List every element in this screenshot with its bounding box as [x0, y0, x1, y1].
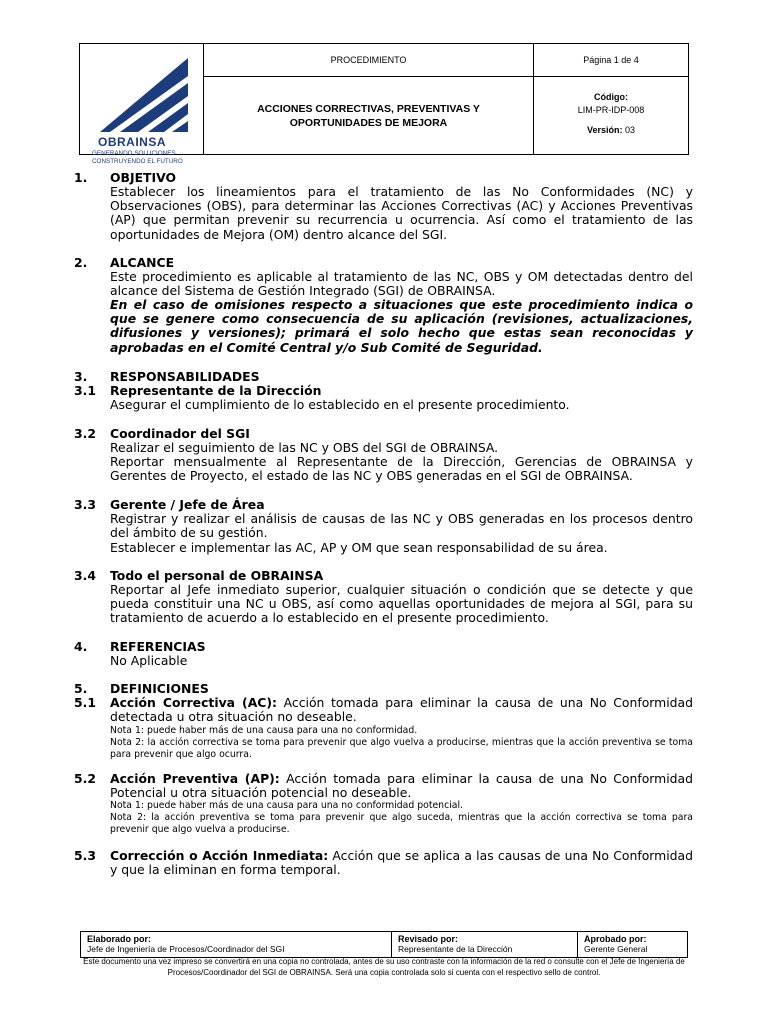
definition-note: Nota 2: la acción preventiva se toma para prevenir que algo suceda, mientras que la acción correctiva se toma para prevenir que algo vuelva a producirse. [110, 812, 693, 835]
aprobado-value: Gerente General [584, 944, 648, 954]
obrainsa-logo-mark-icon [90, 52, 194, 132]
document-title: ACCIONES CORRECTIVAS, PREVENTIVAS Y OPORTUNIDADES DE MEJORA [204, 77, 534, 154]
elaborado-value: Jefe de Ingeniería de Procesos/Coordinador del SGI [87, 944, 285, 954]
revisado-label: Revisado por: [398, 934, 459, 944]
definition-number: 5.1 [74, 695, 96, 710]
definition-ap [110, 772, 693, 800]
logo-tagline-1: GENERANDO SOLUCIONES [92, 150, 176, 157]
subsection-text: Establecer e implementar las AC, AP y OM que sean responsabilidad de su área. [110, 540, 608, 555]
subsection-title: Coordinador del SGI [110, 426, 250, 441]
section-number: 5. [74, 681, 88, 696]
definition-number: 5.3 [74, 848, 96, 863]
section-title-referencias: REFERENCIAS [110, 639, 206, 654]
definition-text: Acción tomada para eliminar la causa de una No Conformidad Potencial u otra situación potencial no deseable. [110, 771, 693, 801]
document-code-block [534, 77, 688, 154]
subsection-number: 3.3 [74, 497, 96, 512]
objetivo-text: Establecer los lineamientos para el tratamiento de las No Conformidades (NC) y Observaciones (OBS), para determinar las Acciones Correctivas (AC) y Acciones Preventivas (AP) que permitan prevenir su recurrencia u ocurrencia. Así como el tratamiento de las oportunidades de Mejora (OM) dentro alcance del SGI. [110, 184, 693, 242]
logo-tagline-2: CONSTRUYENDO EL FUTURO [92, 158, 183, 165]
alcance-text: Este procedimiento es aplicable al tratamiento de las NC, OBS y OM detectadas dentro del alcance del Sistema de Gestión Integrado (SGI) de OBRAINSA. [110, 269, 693, 299]
definition-text: Acción tomada para eliminar la causa de una No Conformidad detectada u otra situación no deseable. [110, 695, 693, 725]
revisado-cell [392, 932, 578, 957]
definition-note: Nota 1: puede haber más de una causa para una no conformidad. [110, 725, 418, 736]
section-title-objetivo: OBJETIVO [110, 170, 177, 185]
definition-note: Nota 2: la acción correctiva se toma para prevenir que algo vuelva a producirse, mientras que la acción preventiva se toma para prevenir que algo ocurra. [110, 737, 693, 760]
definition-note: Nota 1: puede haber más de una causa para una no conformidad potencial. [110, 800, 464, 811]
aprobado-label: Aprobado por: [584, 934, 647, 944]
definition-ac [110, 696, 693, 724]
subsection-number: 3.4 [74, 568, 96, 583]
company-logo [80, 44, 204, 165]
definition-term: Acción Correctiva (AC): [110, 695, 278, 710]
section-number: 3. [74, 369, 88, 384]
section-number: 4. [74, 639, 88, 654]
definition-term: Corrección o Acción Inmediata: [110, 848, 329, 863]
definition-term: Acción Preventiva (AP): [110, 771, 280, 786]
logo-name: OBRAINSA [98, 135, 167, 149]
subsection-text: Reportar al Jefe inmediato superior, cualquier situación o condición que se detecte y que pueda constituir una NC u OBS, así como aquellas oportunidades de mejora al SGI, para su tratamiento de acuerdo a lo establecido en el presente procedimiento. [110, 582, 693, 626]
revisado-value: Representante de la Dirección [398, 944, 513, 954]
alcance-emphasis: En el caso de omisiones respecto a situaciones que este procedimiento indica o que se genere como consecuencia de su aplicación (revisiones, actualizaciones, difusiones y versiones); primará el solo hecho que estas sean reconocidas y aprobadas en el Comité Central y/o Sub Comité de Seguridad. [110, 297, 693, 355]
version-value: 03 [625, 125, 636, 135]
elaborado-cell [81, 932, 392, 957]
approval-table [80, 931, 688, 958]
subsection-text: Reportar mensualmente al Representante de la Dirección, Gerencias de OBRAINSA y Gerentes de Proyecto, el estado de las NC y OBS generadas en el SGI de OBRAINSA. [110, 454, 693, 484]
aprobado-cell [578, 932, 687, 957]
subsection-number: 3.1 [74, 383, 96, 398]
definition-text: Acción que se aplica a las causas de una No Conformidad y que la eliminan en forma temporal. [110, 848, 693, 878]
definition-number: 5.2 [74, 771, 96, 786]
subsection-text: Asegurar el cumplimiento de lo establecido en el presente procedimiento. [110, 397, 570, 412]
section-number: 2. [74, 255, 88, 270]
subsection-number: 3.2 [74, 426, 96, 441]
subsection-title: Representante de la Dirección [110, 383, 322, 398]
page-number: Página 1 de 4 [534, 44, 688, 77]
subsection-text: Registrar y realizar el análisis de causas de las NC y OBS generadas en los procesos dentro del ámbito de su gestión. [110, 511, 693, 541]
elaborado-label: Elaborado por: [87, 934, 152, 944]
subsection-title: Gerente / Jefe de Área [110, 497, 265, 512]
version-label: Versión: [586, 125, 623, 135]
control-disclaimer: Este documento una vez impreso se convertirá en una copia no controlada, antes de su uso contraste con la información de la red o consulte con el Jefe de Ingeniería de Procesos/Coordinador del SGI de OBRAINSA. Será una copia controlada solo si cuenta con el respectivo sello de control. [83, 957, 685, 977]
subsection-title: Todo el personal de OBRAINSA [110, 568, 324, 583]
doc-type: PROCEDIMIENTO [204, 44, 534, 77]
referencias-text: No Aplicable [110, 653, 188, 668]
section-title-definiciones: DEFINICIONES [110, 681, 209, 696]
code-label: Código: [594, 92, 628, 102]
code-value: LIM-PR-IDP-008 [577, 105, 645, 115]
section-title-alcance: ALCANCE [110, 255, 175, 270]
section-number: 1. [74, 170, 88, 185]
document-header [79, 43, 689, 165]
subsection-text: Realizar el seguimiento de las NC y OBS del SGI de OBRAINSA. [110, 440, 499, 455]
section-title-responsabilidades: RESPONSABILIDADES [110, 369, 260, 384]
definition-correccion [110, 849, 693, 877]
